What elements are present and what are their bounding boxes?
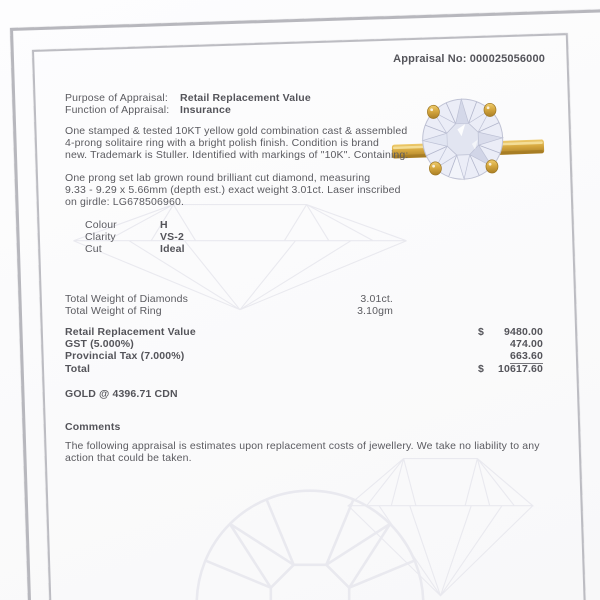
diamond-description-line: on girdle: LG678506960.	[65, 196, 185, 208]
weight-row-value: 3.01ct.	[360, 293, 393, 305]
currency-sign: $	[478, 363, 484, 375]
grading-row-label: Colour	[85, 219, 117, 231]
function-value: Insurance	[180, 104, 231, 116]
amount-value: 10617.60	[498, 363, 543, 375]
valuation-row-label: GST (5.000%)	[65, 338, 134, 350]
comments-line: The following appraisal is estimates upon replacement costs of jewellery. We take no liability to any	[65, 440, 540, 452]
grading-row-value: VS-2	[160, 231, 184, 243]
ring-description-line: new. Trademark is Stuller. Identified with markings of "10K". Containing:	[65, 149, 409, 161]
grading-row-value: H	[160, 219, 168, 231]
amount-value: 9480.00	[503, 326, 543, 338]
valuation-row-label: Retail Replacement Value	[65, 326, 196, 338]
weight-row-value: 3.10gm	[357, 305, 393, 317]
appraisal-number: Appraisal No: 000025056000	[393, 53, 545, 65]
diamond-description-line: 9.33 - 9.29 x 5.66mm (depth est.) exact weight 3.01ct. Laser inscribed	[65, 184, 401, 196]
valuation-row-label: Provincial Tax (7.000%)	[65, 350, 185, 362]
comments-line: action that could be taken.	[65, 452, 192, 464]
gold-rate-note: GOLD @ 4396.71 CDN	[65, 388, 178, 400]
amount-value: 474.00	[509, 338, 543, 350]
certificate-frame-inner	[32, 33, 596, 600]
ring-description-line: 4-prong solitaire ring with a bright polish finish. Condition is brand	[65, 137, 379, 149]
weight-row-label: Total Weight of Ring	[65, 305, 162, 317]
purpose-label: Purpose of Appraisal:	[65, 92, 168, 104]
grading-row-label: Clarity	[85, 231, 116, 243]
grading-row-label: Cut	[85, 243, 102, 255]
weight-row-label: Total Weight of Diamonds	[65, 293, 189, 305]
grading-row-value: Ideal	[160, 243, 185, 255]
valuation-row-label: Total	[65, 363, 91, 375]
diamond-description-line: One prong set lab grown round brilliant cut diamond, measuring	[65, 172, 371, 184]
amount-value: 663.60	[509, 350, 543, 362]
purpose-value: Retail Replacement Value	[180, 92, 311, 104]
currency-sign: $	[478, 326, 484, 338]
comments-title: Comments	[65, 421, 121, 433]
function-label: Function of Appraisal:	[65, 104, 170, 116]
ring-description-line: One stamped & tested 10KT yellow gold combination cast & assembled	[65, 125, 408, 137]
